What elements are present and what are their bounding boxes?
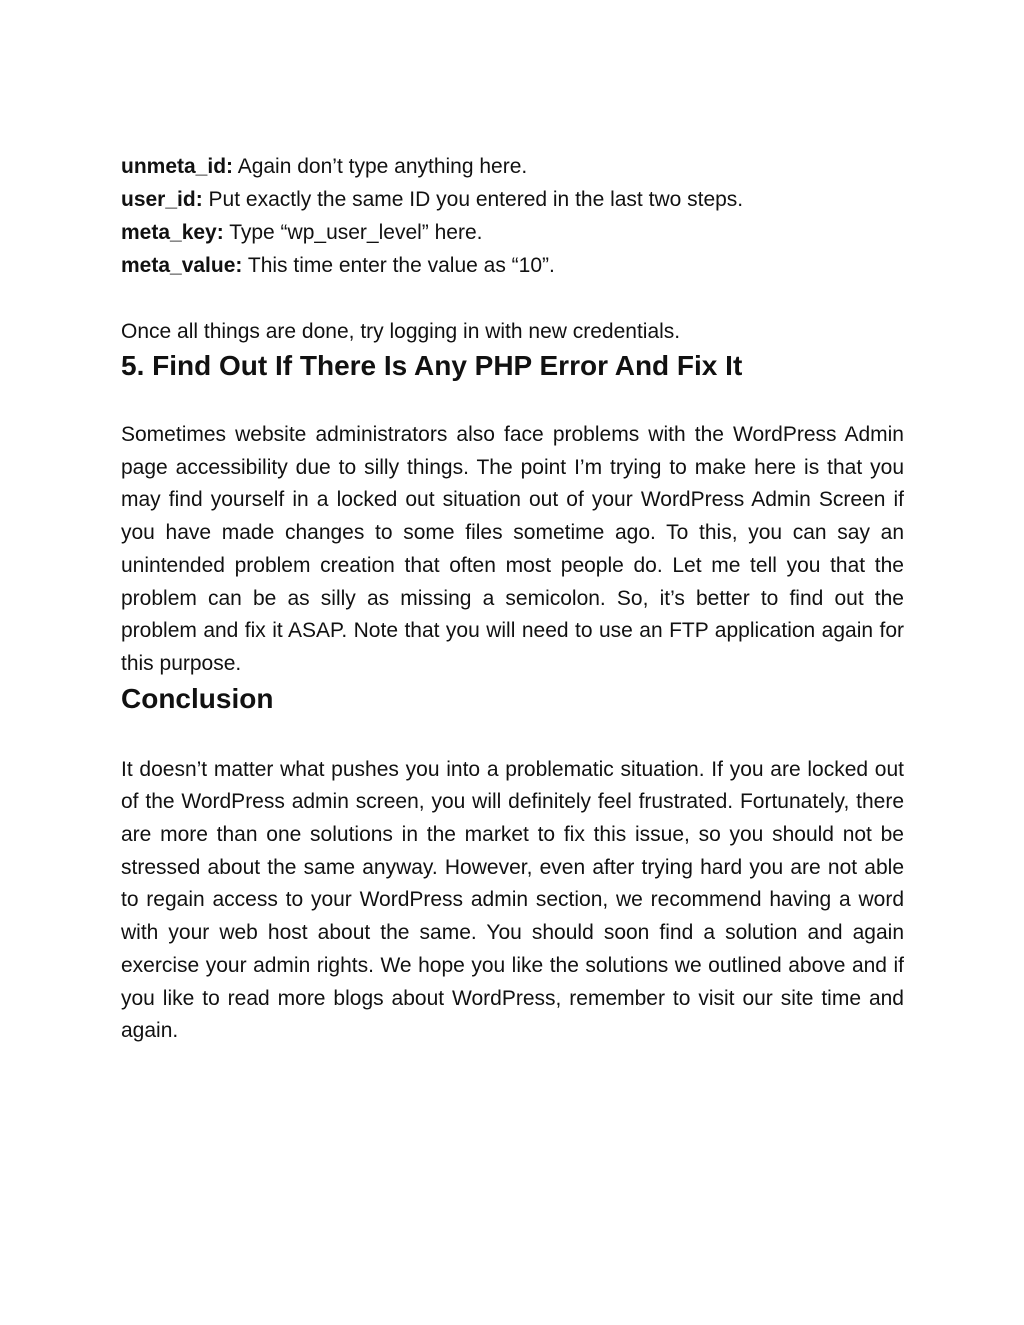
field-key: user_id: [121,188,203,211]
field-meta-key [121,216,904,249]
php-error-heading: 5. Find Out If There Is Any PHP Error And Fix It [121,350,743,381]
field-user-id [121,183,904,216]
field-key: meta_key: [121,221,224,244]
field-key: meta_value: [121,254,243,277]
conclusion-paragraph: It doesn’t matter what pushes you into a problematic situation. If you are locked out of the WordPress admin screen, you will definitely feel frustrated. Fortunately, there are more than one solutions in the market to fix this issue, so you should not be stressed about the same anyway. However, even after trying hard you are not able to regain access to your WordPress admin section, we recommend having a word with your web host about the same. You should soon find a solution and again exercise your admin rights. We hope you like the solutions we outlined above and if you like to read more blogs about WordPress, remember to visit our site time and again. [121,757,904,1043]
field-description: Again don’t type anything here. [233,155,528,178]
field-unmeta-id [121,150,904,183]
field-description: Type “wp_user_level” here. [223,221,483,244]
field-description: This time enter the value as “10”. [242,254,555,277]
document-page [121,150,904,1048]
conclusion-heading: Conclusion [121,682,274,714]
php-error-paragraph: Sometimes website administrators also face problems with the WordPress Admin page accessibility due to silly things. The point I’m trying to make here is that you may find yourself in a locked out situation out of your WordPress Admin Screen if you have made changes to some files sometime ago. To this, you can say an unintended problem creation that often most people do. Let me tell you that the problem can be as silly as missing a semicolon. So, it’s better to find out the problem and fix it ASAP. Note that you will need to use an FTP application again for this purpose. [121,423,904,675]
field-description: Put exactly the same ID you entered in the last two steps. [202,188,744,211]
field-list [121,150,904,282]
completion-note: Once all things are done, try logging in with new credentials. [121,320,681,343]
field-meta-value [121,249,904,282]
field-key: unmeta_id: [121,155,234,178]
